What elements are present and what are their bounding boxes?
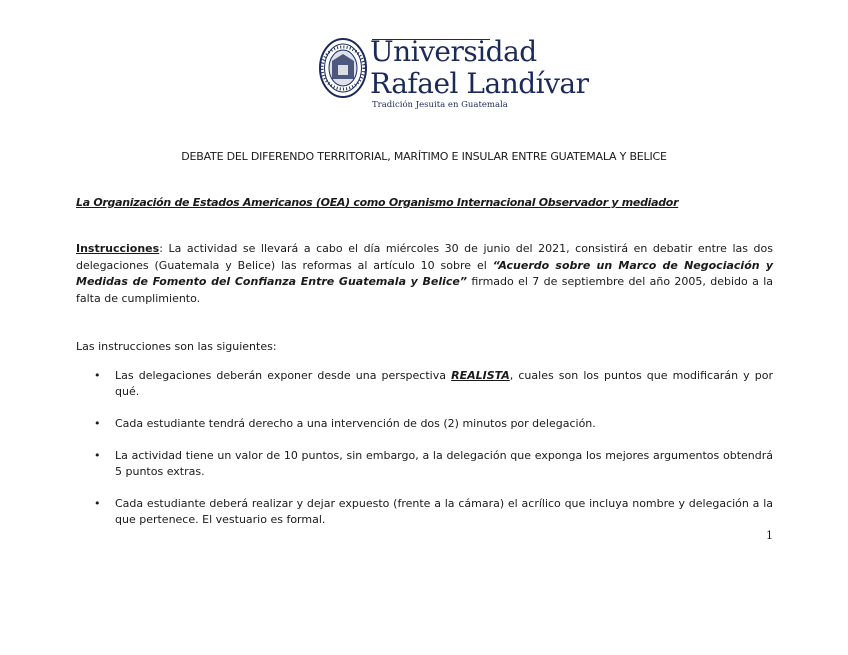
instructions-list [76,368,773,544]
list-item [76,416,773,432]
instructions-text-2: firmado el 7 de septiembre del año 2005, debido a la falta de cumplimiento. [76,275,773,305]
bullet-icon: • [94,497,101,510]
document-title: DEBATE DEL DIFERENDO TERRITORIAL, MARÍTIMO E INSULAR ENTRE GUATEMALA Y BELICE [181,150,667,163]
university-name-line1: Universidad [370,35,537,68]
agreement-name: “Acuerdo sobre un Marco de Negociación y Medidas de Fomento del Confianza Entre Guatemala y Belice” [76,258,773,288]
university-name-line2: Rafael Landívar [370,67,589,100]
university-tagline: Tradición Jesuita en Guatemala [372,100,508,110]
bullet-1-text-before: Las delegaciones deberán exponer desde una perspectiva [115,369,452,382]
bullet-icon: • [94,417,101,430]
bullet-4-text: Cada estudiante deberá realizar y dejar expuesto (frente a la cámara) el acrílico que incluya nombre y delegación a la que pertenece. El vestuario es formal. [115,497,773,526]
instructions-text-1: : La actividad se llevará a cabo el día miércoles 30 de junio del 2021, consistirá en debatir entre las dos delegaciones (Guatemala y Belice) las reformas al artículo 10 sobre el [76,242,773,272]
document-subtitle: La Organización de Estados Americanos (OEA) como Organismo Internacional Observador y mediador [76,196,679,209]
bullet-icon: • [94,369,101,382]
instructions-lead: Instrucciones [76,242,160,255]
university-seal-icon [318,37,368,99]
bullet-2-text: Cada estudiante tendrá derecho a una intervención de dos (2) minutos por delegación. [115,417,596,430]
instructions-intro: Las instrucciones son las siguientes: [76,340,277,353]
list-item [76,368,773,400]
bullet-1-emphasis: REALISTA [451,369,510,382]
instructions-paragraph [76,241,773,307]
university-logo [318,35,589,112]
bullet-1-text-after: , cuales son los puntos que modificarán y por qué. [115,369,774,398]
page-number: 1 [766,529,773,542]
bullet-icon: • [94,449,101,462]
list-item [76,496,773,528]
bullet-3-text: La actividad tiene un valor de 10 puntos, sin embargo, a la delegación que exponga los mejores argumentos obtendrá 5 puntos extras. [115,449,773,478]
list-item [76,448,773,480]
